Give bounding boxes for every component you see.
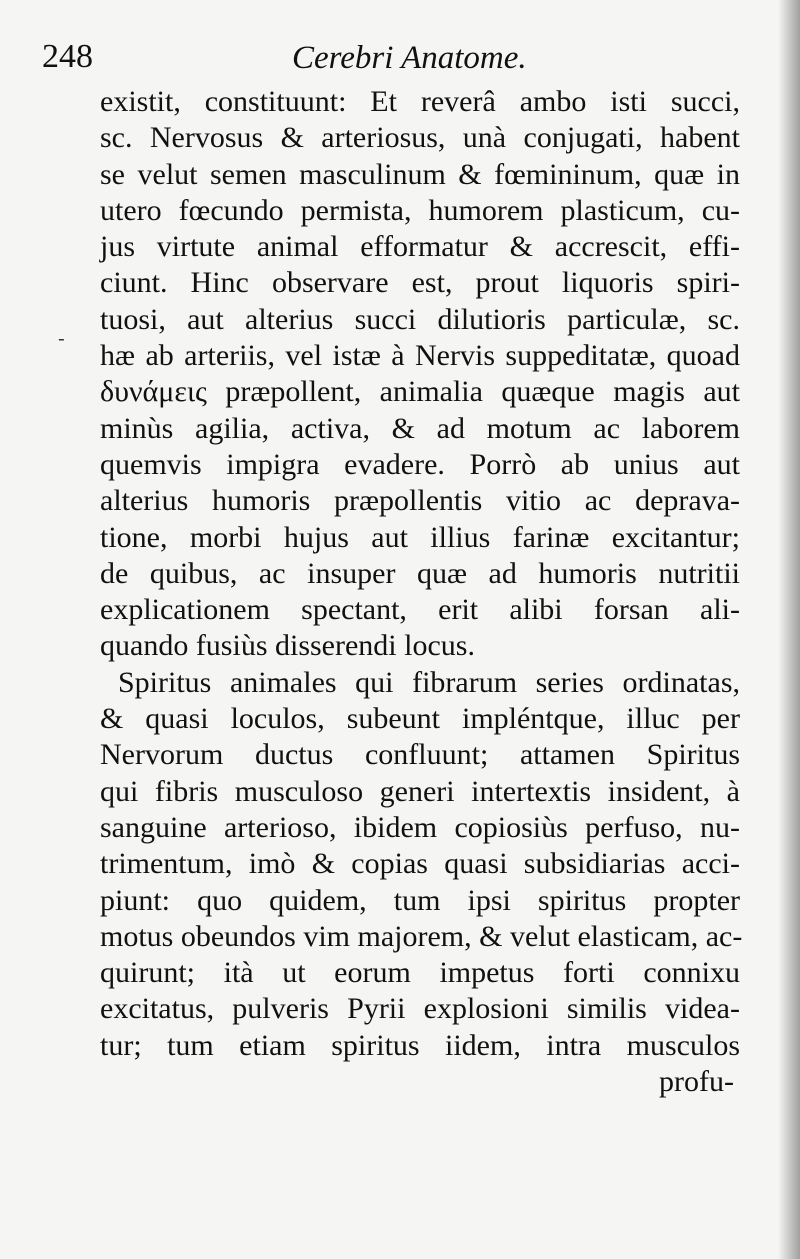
text-line: existit, constituunt: Et reverâ ambo isti succi, bbox=[100, 85, 740, 118]
text-line: quando fusiùs disserendi locus. bbox=[100, 629, 475, 663]
text-line: ciunt. Hinc observare est, prout liquoris spiri- bbox=[100, 266, 740, 300]
text-line: tione, morbi hujus aut illius farinæ excitantur; bbox=[100, 520, 740, 554]
text-line: alterius humoris præpollentis vitio ac deprava- bbox=[100, 484, 740, 518]
body-text bbox=[100, 84, 743, 1100]
text-line: δυνάμεις præpollent, animalia quæque magis aut bbox=[100, 375, 740, 409]
text-line: & quasi loculos, subeunt impléntque, illuc per bbox=[100, 702, 740, 736]
text-line: utero fœcundo permista, humorem plasticum, cu- bbox=[100, 193, 740, 227]
text-line: de quibus, ac insuper quæ ad humoris nutritii bbox=[100, 556, 740, 590]
text-line: quemvis impigra evadere. Porrò ab unius aut bbox=[100, 447, 740, 481]
text-line: piunt: quo quidem, tum ipsi spiritus propter bbox=[100, 883, 740, 917]
text-line: minùs agilia, activa, & ad motum ac laborem bbox=[100, 411, 740, 445]
running-head: Cerebri Anatome. bbox=[292, 40, 527, 76]
catchword: profu- bbox=[659, 1065, 734, 1099]
text-line: Spiritus animales qui fibrarum series ordinatas, bbox=[118, 665, 740, 699]
text-line: sc. Nervosus & arteriosus, unà conjugati, habent bbox=[100, 121, 740, 155]
text-line: excitatus, pulveris Pyrii explosioni similis videa- bbox=[100, 992, 740, 1026]
page-number: 248 bbox=[42, 38, 93, 75]
margin-mark: - bbox=[58, 326, 65, 350]
text-line: motus obeundos vim majorem, & velut elasticam, ac- bbox=[100, 919, 743, 953]
text-line: Nervorum ductus confluunt; attamen Spiritus bbox=[100, 738, 740, 772]
text-line: qui fibris musculoso generi intertextis insident, à bbox=[100, 774, 740, 808]
text-line: quirunt; ità ut eorum impetus forti connixu bbox=[100, 956, 740, 990]
text-line: hæ ab arteriis, vel istæ à Nervis suppeditatæ, quoad bbox=[100, 339, 740, 373]
text-line: tur; tum etiam spiritus iidem, intra musculos bbox=[100, 1028, 740, 1062]
text-line: tuosi, aut alterius succi dilutioris particulæ, sc. bbox=[100, 302, 740, 336]
text-line: jus virtute animal efformatur & accrescit, effi- bbox=[100, 230, 740, 264]
text-line: se velut semen masculinum & fœmininum, quæ in bbox=[100, 157, 740, 191]
text-line: trimentum, imò & copias quasi subsidiarias acci- bbox=[100, 847, 740, 881]
text-line: explicationem spectant, erit alibi forsan ali- bbox=[100, 593, 740, 627]
text-line: sanguine arterioso, ibidem copiosiùs perfuso, nu- bbox=[100, 810, 740, 844]
